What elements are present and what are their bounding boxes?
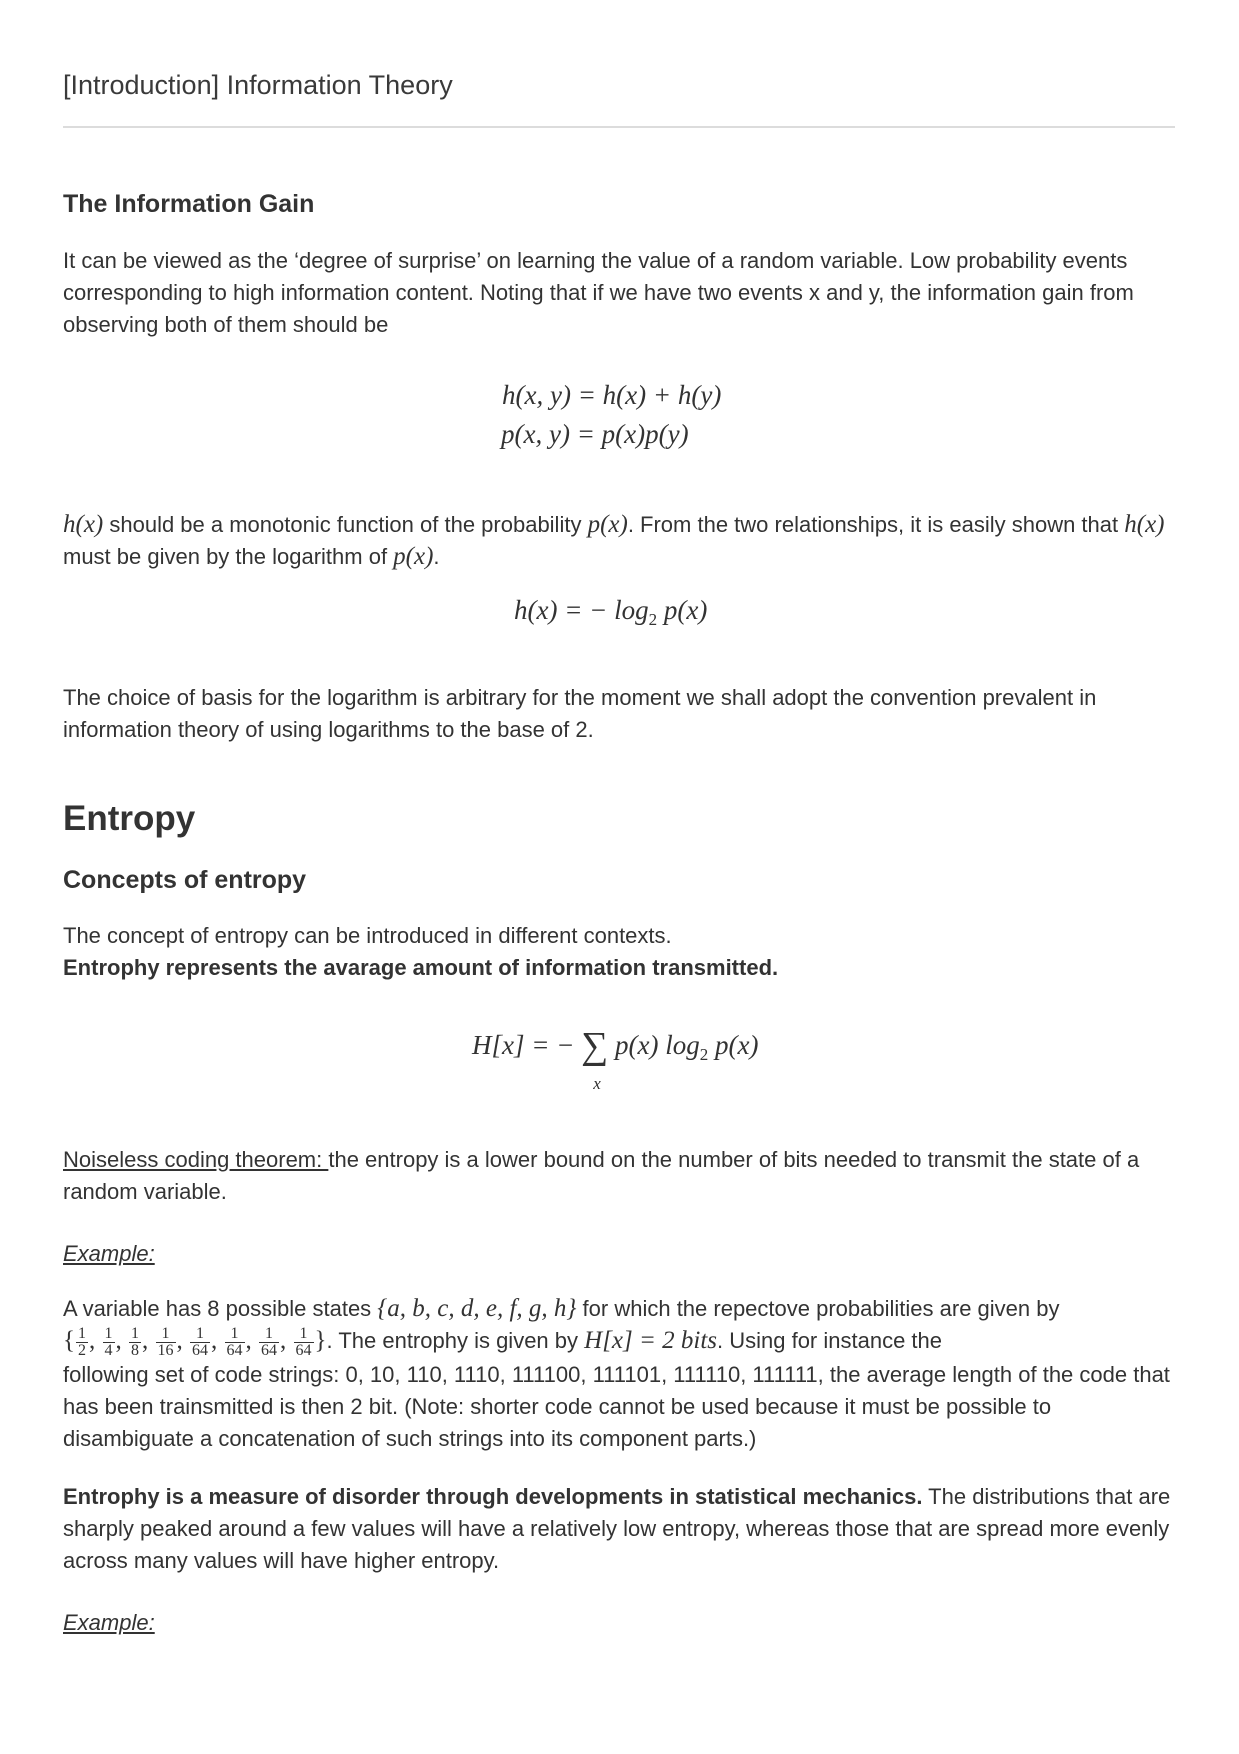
sum-symbol: ∑ x [581,1025,609,1093]
concepts-heading: Concepts of entropy [63,866,307,894]
monotonic-paragraph: h(x) should be a monotonic function of the probability p(x). From the two relationships, it is easily shown that h(x) must be given by the logarithm of p(x). [63,511,1165,570]
info-gain-paragraph: It can be viewed as the ‘degree of surprise’ on learning the value of a random variable. Low probability events corresponding to high information content. Noting that if we have two events x and y, the information gain from observing both of them should be [63,248,1134,337]
concepts-paragraph: The concept of entropy can be introduced in different contexts. Entrophy represents the avarage amount of information transmitted. [63,923,779,980]
math-hx: h(x) [63,511,104,538]
theorem-paragraph: Noiseless coding theorem: the entropy is a lower bound on the number of bits needed to transmit the state of a random variable. [63,1147,1140,1204]
fraction: $\frac{1}{16}$ [157,1324,174,1359]
log-base-paragraph: The choice of basis for the logarithm is arbitrary for the moment we shall adopt the convention prevalent in information theory of using logarithms to the base of 2. [63,685,1097,742]
equation-log: h(x) = − $\log_2 p(x)$ [514,595,708,629]
fraction: $\frac{1}{2}$ [78,1324,86,1359]
example-label-2: Example: [63,1610,155,1635]
fraction: $\frac{1}{64}$ [261,1324,277,1359]
math-entropy-value: H[x] = 2 bits [584,1327,717,1354]
document-title: [Introduction] Information Theory [63,70,453,100]
fraction: $\frac{1}{4}$ [104,1324,113,1359]
info-gain-heading: The Information Gain [63,190,315,218]
example-paragraph: A variable has 8 possible states {a, b, c, d, e, f, g, h} for which the repectove probabilities are given by { $\frac{1}{2}$ , $\frac{1}{4}$ , $\frac{1}{8}$ , $\frac{1}{16}$ , $\frac{1}{64}$ , $\frac{1}{64}$ , $\frac{1}{64}$ , $\frac{1}{64}$ }. The entrophy is given by H[x] = 2 bits. Using for instance the following set of code strings: 0, 10, 110, 1110, 111100, 111101, 111110, 111111, the average length of the code that has been trainsmitted is then 2 bit. (Note: shorter code cannot be used because it must be possible to disambiguate a concatenation of such strings into its component parts.) [63,1295,1170,1451]
entropy-definition: Entrophy represents the avarage amount of information transmitted. [63,955,779,980]
math-states: {a, b, c, d, e, f, g, h} [377,1295,577,1322]
disorder-paragraph: Entrophy is a measure of disorder through developments in statistical mechanics. The distributions that are sharply peaked around a few values will have a relatively low entropy, whereas those that are spread more evenly across many values will have higher entropy. [63,1484,1171,1573]
math-px: p(x) [587,511,628,538]
fraction: $\frac{1}{64}$ [192,1324,208,1359]
fraction: $\frac{1}{64}$ [226,1324,243,1359]
probability-fractions: $\frac{1}{2}$ , $\frac{1}{4}$ , $\frac{1}{8}$ , $\frac{1}{16}$ , $\frac{1}{64}$ , $\frac{1}{64}$ , $\frac{1}{64}$ , $\frac{1}{64}$ [78,1324,312,1359]
entropy-heading: Entropy [63,799,196,838]
title-divider [63,126,1175,128]
math-px: p(x) [393,543,434,570]
equation-h-additive: h(x, y) = h(x) + h(y) [502,380,722,410]
disorder-statement: Entrophy is a measure of disorder through developments in statistical mechanics. [63,1484,923,1509]
math-hx: h(x) [1124,511,1165,538]
theorem-label: Noiseless coding theorem: [63,1147,329,1172]
equation-p-product: p(x, y) = p(x)p(y) [501,419,689,449]
fraction: $\frac{1}{64}$ [295,1324,312,1359]
example-label-1: Example: [63,1241,155,1266]
equation-entropy: H[x] = − ∑ x p(x) $\log_2 p(x)$ [472,1025,759,1093]
fraction: $\frac{1}{8}$ [131,1324,139,1359]
